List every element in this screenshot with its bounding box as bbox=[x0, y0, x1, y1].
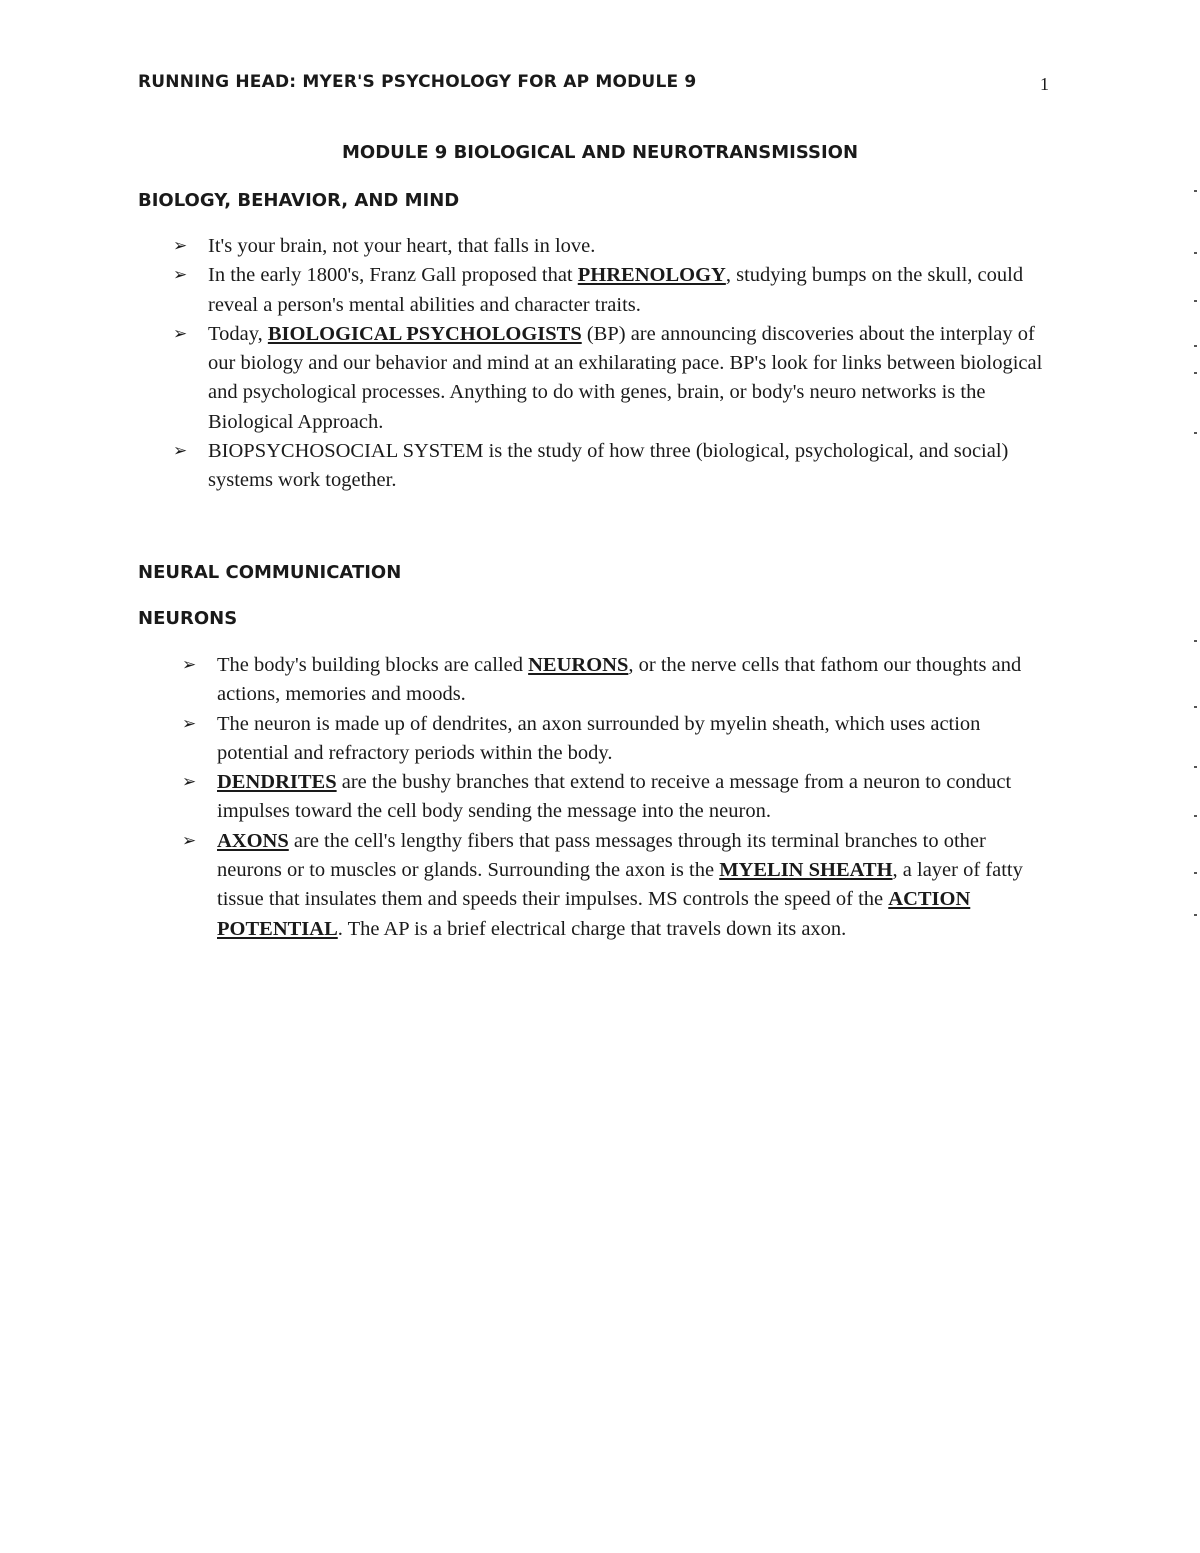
list-item: ➢ The body's building blocks are called NEURONS, or the nerve cells that fathom our thoughts and actions, memories and moods. bbox=[217, 651, 1053, 710]
term-biological-psychologists: BIOLOGICAL PSYCHOLOGISTS bbox=[267, 322, 582, 345]
arrow-bullet-icon: ➢ bbox=[173, 265, 188, 286]
term-action-potential: ACTION POTENTIAL bbox=[217, 888, 971, 940]
neurons-bullet-list bbox=[182, 651, 1053, 944]
scan-mark bbox=[1194, 300, 1197, 302]
term-dendrites: DENDRITES bbox=[217, 771, 337, 794]
list-item: ➢ DENDRITES are the bushy branches that extend to receive a message from a neuron to conduct impulses toward the cell body sending the message into the neuron. bbox=[217, 768, 1053, 827]
list-item: ➢ The neuron is made up of dendrites, an axon surrounded by myelin sheath, which uses action potential and refractory periods within the body. bbox=[217, 710, 1053, 769]
scan-mark bbox=[1194, 190, 1197, 192]
term-axons: AXONS bbox=[217, 829, 289, 852]
scan-mark bbox=[1194, 815, 1197, 817]
scan-mark bbox=[1194, 252, 1197, 254]
list-item: ➢ BIOPSYCHOSOCIAL SYSTEM is the study of how three (biological, psychological, and social) systems work together. bbox=[208, 437, 1048, 496]
running-head: RUNNING HEAD: MYER'S PSYCHOLOGY FOR AP MODULE 9 bbox=[138, 72, 697, 92]
scan-mark bbox=[1194, 914, 1197, 916]
document-title: MODULE 9 BIOLOGICAL AND NEUROTRANSMISSION bbox=[341, 142, 859, 163]
section-heading-biology: BIOLOGY, BEHAVIOR, AND MIND bbox=[138, 190, 460, 211]
term-myelin-sheath: MYELIN SHEATH bbox=[719, 859, 893, 882]
arrow-bullet-icon: ➢ bbox=[182, 830, 197, 851]
scan-mark bbox=[1194, 872, 1197, 874]
section-heading-neurons: NEURONS bbox=[138, 608, 238, 629]
arrow-bullet-icon: ➢ bbox=[182, 713, 197, 734]
arrow-bullet-icon: ➢ bbox=[182, 655, 197, 675]
scan-mark bbox=[1194, 432, 1197, 434]
scan-mark bbox=[1194, 345, 1197, 347]
biology-bullet-list bbox=[173, 232, 1048, 496]
arrow-bullet-icon: ➢ bbox=[182, 772, 197, 793]
scan-mark bbox=[1194, 640, 1197, 642]
list-item: ➢ In the early 1800's, Franz Gall proposed that PHRENOLOGY, studying bumps on the skull, could reveal a person's mental abilities and character traits. bbox=[208, 261, 1048, 320]
scan-mark bbox=[1194, 372, 1197, 374]
arrow-bullet-icon: ➢ bbox=[173, 236, 188, 256]
list-item: ➢ AXONS are the cell's lengthy fibers that pass messages through its terminal branches to other neurons or to muscles or glands. Surrounding the axon is the MYELIN SHEATH, a layer of fatty tissue that insulates them and speeds their impulses. MS controls the speed of the ACTION POTENTIAL. The AP is a brief electrical charge that travels down its axon. bbox=[217, 827, 1053, 944]
scan-mark bbox=[1194, 706, 1197, 708]
term-phrenology: PHRENOLOGY bbox=[577, 264, 726, 287]
page-number: 1 bbox=[1040, 74, 1049, 94]
list-item: ➢ Today, BIOLOGICAL PSYCHOLOGISTS (BP) are announcing discoveries about the interplay of our biology and our behavior and mind at an exhilarating pace. BP's look for links between biological and psychological processes. Anything to do with genes, brain, or body's neuro networks is the Biological Approach. bbox=[208, 320, 1048, 437]
scan-mark bbox=[1194, 766, 1197, 768]
arrow-bullet-icon: ➢ bbox=[173, 441, 188, 462]
list-item: ➢ It's your brain, not your heart, that falls in love. bbox=[208, 232, 1048, 261]
term-neurons: NEURONS bbox=[528, 654, 629, 676]
arrow-bullet-icon: ➢ bbox=[173, 323, 188, 344]
section-heading-neural-communication: NEURAL COMMUNICATION bbox=[138, 562, 402, 583]
